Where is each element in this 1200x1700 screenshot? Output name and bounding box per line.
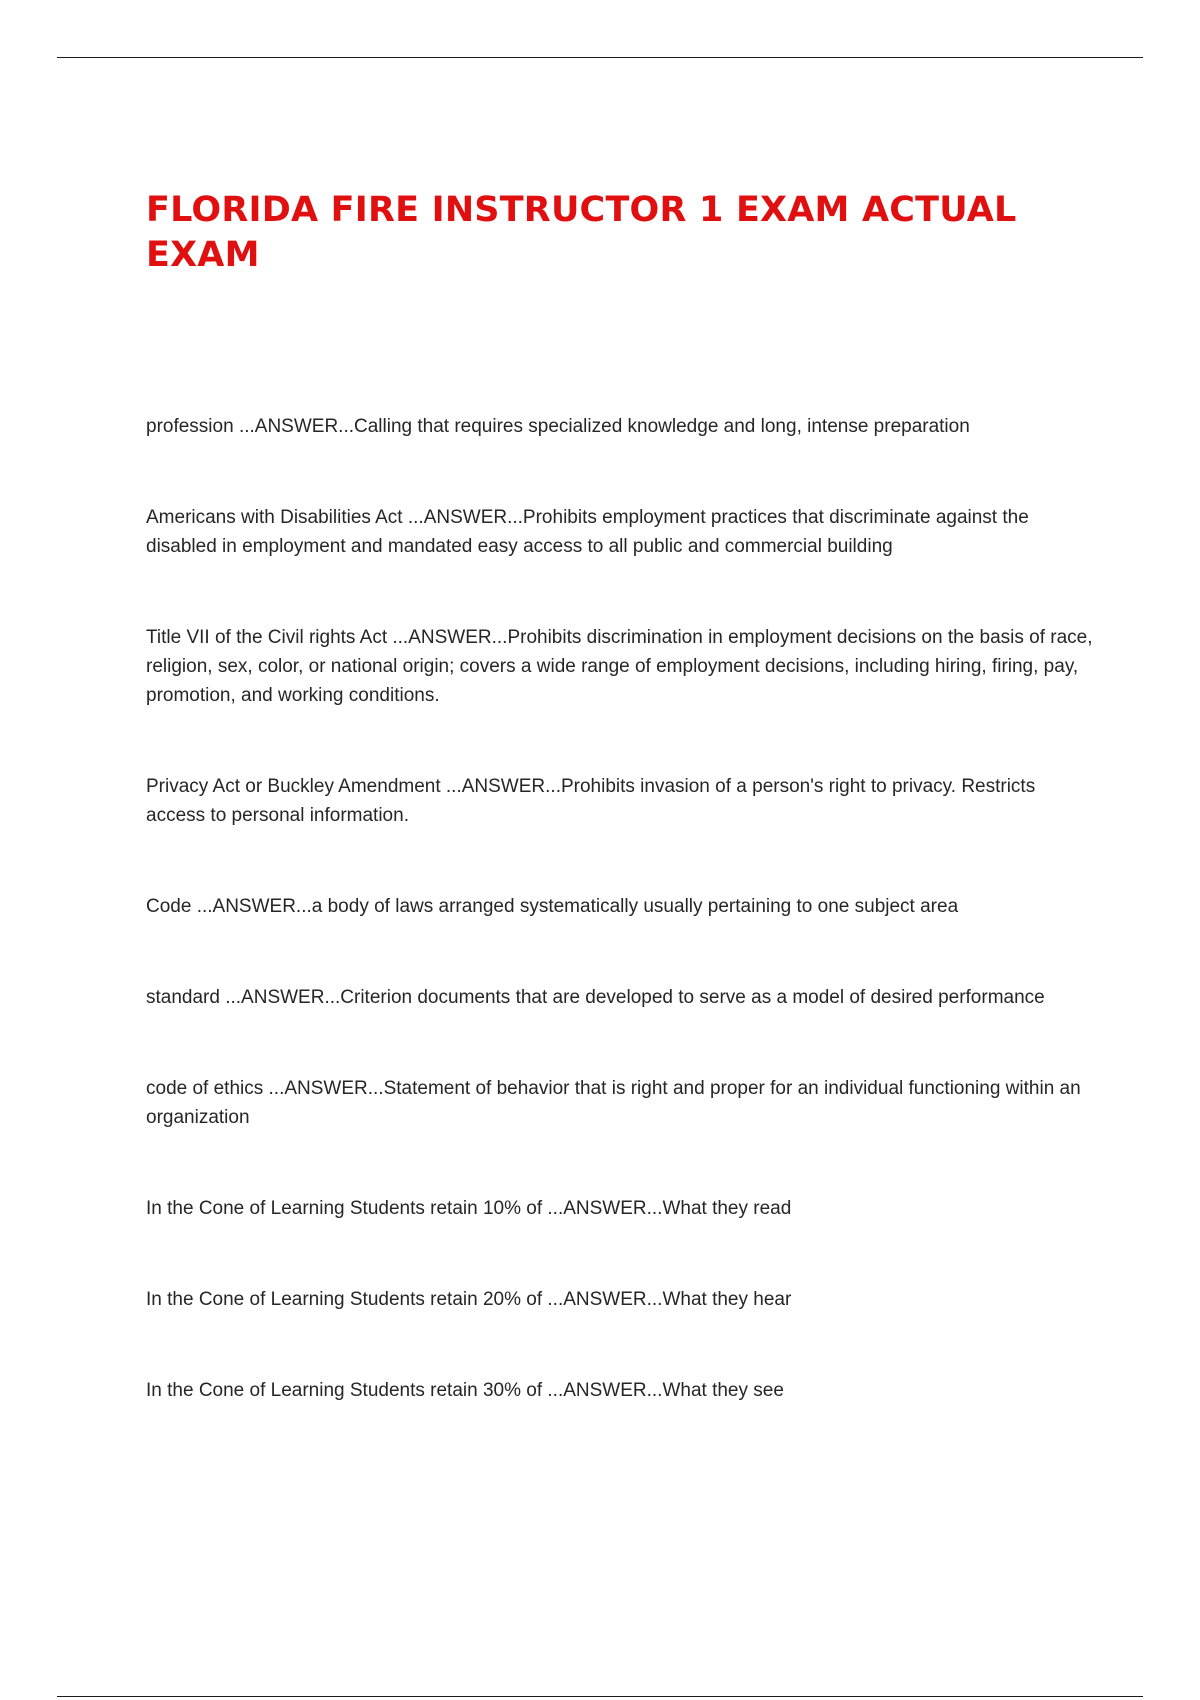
qa-entry: code of ethics ...ANSWER...Statement of behavior that is right and proper for an individual functioning within an organization	[146, 1078, 1081, 1128]
qa-entry: In the Cone of Learning Students retain 10% of ...ANSWER...What they read	[146, 1198, 792, 1219]
qa-entry: Title VII of the Civil rights Act ...ANSWER...Prohibits discrimination in employment decisions on the basis of race, religion, sex, color, or national origin; covers a wide range of employment decisions, including hiring, firing, pay, promotion, and working conditions.	[146, 627, 1093, 706]
qa-entry-list	[146, 412, 1096, 1467]
top-divider	[57, 57, 1143, 58]
bottom-divider	[57, 1696, 1143, 1697]
document-title: FLORIDA FIRE INSTRUCTOR 1 EXAM ACTUAL EXAM	[146, 190, 1017, 275]
qa-entry: Americans with Disabilities Act ...ANSWER...Prohibits employment practices that discriminate against the disabled in employment and mandated easy access to all public and commercial building	[146, 507, 1029, 557]
qa-entry: profession ...ANSWER...Calling that requires specialized knowledge and long, intense preparation	[146, 416, 970, 437]
qa-entry: Code ...ANSWER...a body of laws arranged systematically usually pertaining to one subject area	[146, 896, 959, 917]
qa-entry: In the Cone of Learning Students retain 30% of ...ANSWER...What they see	[146, 1380, 784, 1401]
qa-entry: In the Cone of Learning Students retain 20% of ...ANSWER...What they hear	[146, 1289, 792, 1310]
qa-entry: standard ...ANSWER...Criterion documents that are developed to serve as a model of desired performance	[146, 987, 1045, 1008]
qa-entry: Privacy Act or Buckley Amendment ...ANSWER...Prohibits invasion of a person's right to privacy. Restricts access to personal information.	[146, 776, 1036, 826]
